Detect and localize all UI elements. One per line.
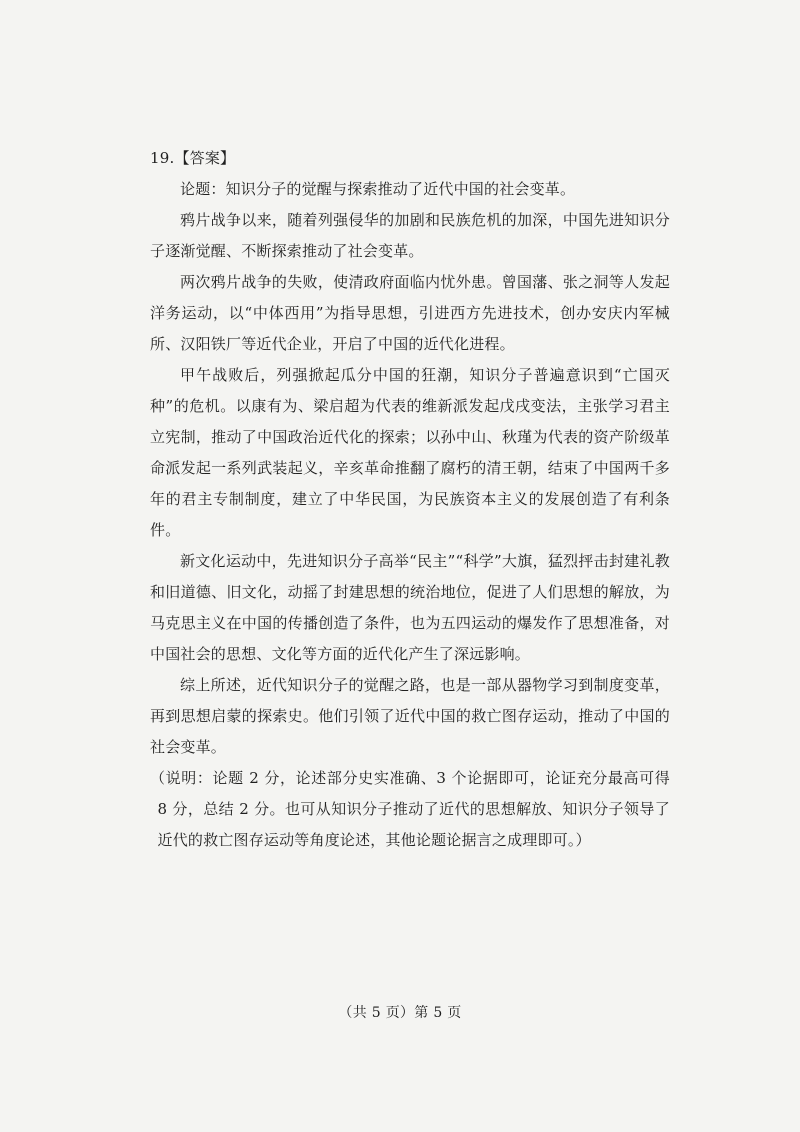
conclusion-paragraph: 综上所述，近代知识分子的觉醒之路，也是一部从器物学习到制度变革，再到思想启蒙的探索史。他们引领了近代中国的救亡图存运动，推动了中国的社会变革。 (150, 676, 670, 756)
thesis-paragraph: 论题：知识分子的觉醒与探索推动了近代中国的社会变革。 (180, 180, 576, 198)
answer-heading: 19.【答案】 (150, 149, 236, 167)
answer-section (150, 143, 670, 856)
reform-revolution-paragraph: 甲午战败后，列强掀起瓜分中国的狂潮，知识分子普遍意识到“亡国灭种”的危机。以康有为、梁启超为代表的维新派发起戊戌变法，主张学习君主立宪制，推动了中国政治近代化的探索；以孙中山、秋瑾为代表的资产阶级革命派发起一系列武装起义，辛亥革命推翻了腐朽的清王朝，结束了中国两千多年的君主专制制度，建立了中华民国，为民族资本主义的发展创造了有利条件。 (150, 366, 670, 539)
page-footer: （共 5 页）第 5 页 (338, 1005, 462, 1021)
new-culture-paragraph: 新文化运动中，先进知识分子高举“民主”“科学”大旗，猛烈抨击封建礼教和旧道德、旧文化，动摇了封建思想的统治地位，促进了人们思想的解放，为马克思主义在中国的传播创造了条件，也为五四运动的爆发作了思想准备，对中国社会的思想、文化等方面的近代化产生了深远影响。 (150, 552, 670, 663)
intro-paragraph: 鸦片战争以来，随着列强侵华的加剧和民族危机的加深，中国先进知识分子逐渐觉醒、不断探索推动了社会变革。 (150, 211, 670, 260)
grading-note: （说明：论题 2 分，论述部分史实准确、3 个论据即可，论证充分最高可得 8 分，总结 2 分。也可从知识分子推动了近代的思想解放、知识分子领导了近代的救亡图存运动等角度论述，其他论题论据言之成理即可。） (150, 769, 670, 849)
westernization-paragraph: 两次鸦片战争的失败，使清政府面临内忧外患。曾国藩、张之洞等人发起洋务运动，以“中体西用”为指导思想，引进西方先进技术，创办安庆内军械所、汉阳铁厂等近代企业，开启了中国的近代化进程。 (150, 273, 670, 353)
